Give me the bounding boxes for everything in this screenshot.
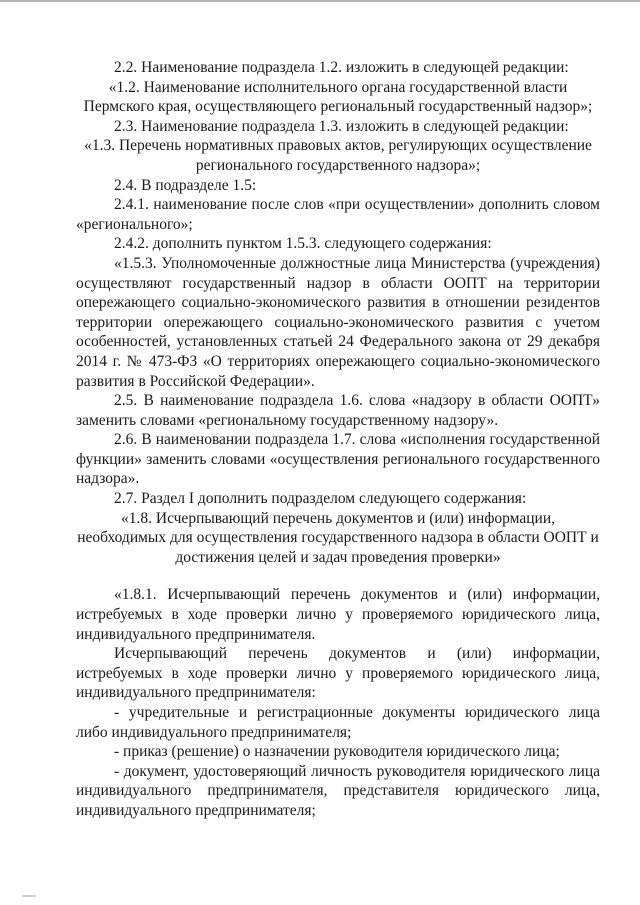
paragraph-1-8-title: «1.8. Исчерпывающий перечень документов и (или) информации, необходимых для осуществления государственного надзора в области ООПТ и достижения целей и задач проведения проверки» xyxy=(77,509,599,566)
list-item-identity-document: - документ, удостоверяющий личность руководителя юридического лица индивидуального предпринимателя, представителя юридического лица, индивидуального предпринимателя; xyxy=(76,762,600,819)
scan-bottom-mark xyxy=(22,895,36,897)
paragraph-2-2: 2.2. Наименование подраздела 1.2. изложить в следующей редакции: xyxy=(114,59,569,76)
paragraph-2-6: 2.6. В наименовании подраздела 1.7. слова «исполнения государственной функции» заменить словами «осуществления регионального государственного надзора». xyxy=(76,431,600,488)
paragraph-2-4: 2.4. В подразделе 1.5: xyxy=(114,176,257,194)
list-item-constituent-documents: - учредительные и регистрационные документы юридического лица либо индивидуального предпринимателя; xyxy=(76,704,600,741)
paragraph-1-8-1: «1.8.1. Исчерпывающий перечень документов и (или) информации, истребуемых в ходе проверки лично у проверяемого юридического лица, индивидуального предпринимателя. xyxy=(76,586,600,643)
paragraph-1-5-3: «1.5.3. Уполномоченные должностные лица Министерства (учреждения) осуществляют государственный надзор в области ООПТ на территории опережающего социально-экономического развития в отношении резидентов территории опережающего социально-экономического развития с учетом особенностей, установленных статьей 24 Федерального закона от 29 декабря 2014 г. № 473-ФЗ «О территориях опережающего социально-экономического развития в Российской Федерации». xyxy=(76,254,600,390)
paragraph-1-2-title: «1.2. Наименование исполнительного органа государственной власти Пермского края, осуществляющего региональный государственный надзор»; xyxy=(83,78,593,116)
document-page xyxy=(76,58,600,821)
paragraph-2-4-2: 2.4.2. дополнить пунктом 1.5.3. следующего содержания: xyxy=(114,235,492,253)
scan-top-border xyxy=(0,0,640,2)
list-item-appointment-order: - приказ (решение) о назначении руководителя юридического лица; xyxy=(114,743,560,761)
paragraph-2-4-1: 2.4.1. наименование после слов «при осуществлении» дополнить словом «регионального»; xyxy=(76,196,600,233)
paragraph-document-list-intro: Исчерпывающий перечень документов и (или) информации, истребуемых в ходе проверки лично у проверяемого юридического лица, индивидуального предпринимателя: xyxy=(76,645,600,702)
paragraph-2-7: 2.7. Раздел I дополнить подразделом следующего содержания: xyxy=(114,490,527,508)
paragraph-2-3: 2.3. Наименование подраздела 1.3. изложить в следующей редакции: xyxy=(114,117,569,135)
paragraph-1-3-title: «1.3. Перечень нормативных правовых актов, регулирующих осуществление регионального государственного надзора»; xyxy=(84,137,592,174)
paragraph-2-5: 2.5. В наименование подраздела 1.6. слова «надзору в области ООПТ» заменить словами «региональному государственному надзору». xyxy=(76,392,600,429)
section-spacer xyxy=(76,567,600,585)
